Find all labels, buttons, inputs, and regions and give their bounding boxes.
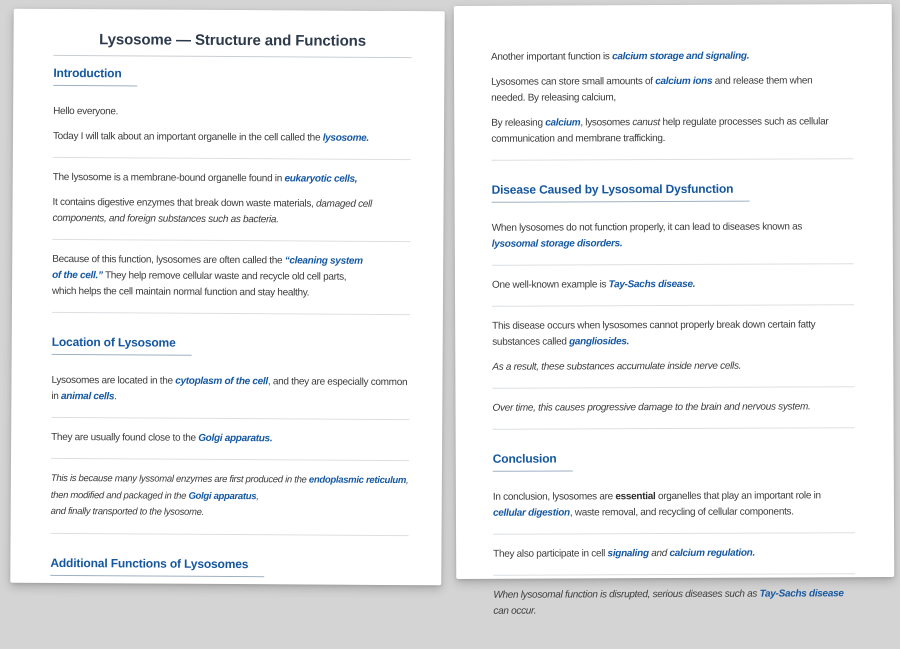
text-run: animal cells	[61, 390, 115, 403]
text-run: then modified and packaged in the	[50, 489, 189, 502]
text-run: calcium ions	[655, 75, 713, 88]
text-run: Today I will talk about an important organelle in the cell called the	[52, 130, 323, 144]
paragraph	[52, 195, 410, 229]
document-title: Lysosome — Structure and Functions	[99, 31, 367, 50]
paragraph-divider	[52, 239, 410, 242]
page-left	[10, 9, 444, 586]
page-left-blocks	[50, 56, 411, 587]
paragraph	[53, 170, 411, 188]
text-run: By releasing	[491, 117, 546, 129]
text-run: gangliosides.	[569, 336, 630, 348]
text-run: organelles that play an important role in	[655, 490, 821, 503]
section-heading: Additional Functions of Lysosomes	[50, 555, 264, 576]
text-run: They help remove cellular waste and recycle old cell parts,	[102, 270, 347, 283]
paragraph	[492, 317, 854, 351]
paragraph	[492, 219, 854, 253]
text-run: .	[114, 391, 117, 403]
text-run: cytoplasm of the cell	[175, 375, 268, 388]
text-run: , and they are especially common in	[51, 376, 408, 402]
text-run: Another important function is	[490, 51, 613, 63]
section-heading: Introduction	[53, 66, 137, 87]
text-run: can occur.	[493, 605, 537, 617]
section-heading: Conclusion	[493, 451, 573, 471]
page-right-blocks	[491, 48, 855, 620]
text-run: which helps the cell maintain normal function and stay healthy.	[51, 285, 310, 299]
paragraph-divider	[492, 263, 854, 266]
text-run: communication and membrane trafficking.	[491, 133, 666, 145]
text-run: “cleaning system	[284, 255, 363, 267]
text-run: Lysosomes are located in the	[51, 374, 176, 387]
paragraph	[492, 276, 854, 294]
text-run: calcium storage and signaling.	[612, 50, 750, 63]
text-run: This disease occurs when lysosomes cannot properly break down certain fatty substances called	[492, 319, 816, 348]
text-run: They also participate in cell	[493, 548, 608, 560]
paragraph-divider	[493, 573, 855, 576]
text-run: eukaryotic cells,	[284, 173, 358, 185]
paragraph	[492, 399, 854, 417]
text-run: When lysosomal function is disrupted, serious diseases such as	[493, 588, 760, 601]
text-run: Lysosomes can store small amounts of	[491, 76, 656, 88]
text-run: of the cell.”	[52, 269, 103, 282]
page-right	[454, 4, 894, 617]
paragraph	[491, 48, 853, 66]
text-run: ,	[256, 490, 259, 502]
paragraph	[51, 471, 427, 523]
text-run: Golgi apparatus.	[198, 432, 273, 445]
text-run: lysosomal storage disorders.	[491, 238, 623, 250]
paragraph-divider	[493, 532, 855, 535]
text-run: One well-known example is	[491, 279, 609, 291]
text-run: canust	[632, 117, 661, 129]
paragraph	[53, 129, 411, 147]
text-run: calcium	[545, 117, 581, 129]
page-right-content	[454, 4, 895, 649]
text-run: The lysosome is a membrane-bound organelle found in	[52, 171, 285, 185]
paragraph-divider	[53, 157, 411, 160]
paragraph-divider	[51, 417, 409, 420]
paragraph-divider	[492, 386, 854, 389]
text-run: Tay-Sachs disease.	[608, 278, 696, 291]
text-run: In conclusion, lysosomes are	[492, 491, 616, 503]
section-heading: Location of Lysosome	[52, 335, 192, 356]
paragraph-divider	[52, 312, 410, 315]
paragraph-divider	[492, 304, 854, 307]
text-run: When lysosomes do not function properly, it can lead to diseases known as	[491, 221, 803, 234]
paragraph	[51, 430, 409, 448]
text-run: It contains digestive enzymes that break down waste materials,	[52, 196, 317, 210]
text-run: and finally transported to the lysosome.	[50, 505, 205, 518]
text-run: essential	[615, 491, 656, 503]
text-run: endoplasmic reticulum	[308, 474, 407, 487]
text-run: Golgi apparatus	[188, 490, 257, 502]
text-run: damaged cell components, and foreign substances such as bacteria.	[52, 198, 372, 226]
text-run: As a result, these substances accumulate inside nerve cells.	[492, 360, 742, 373]
text-run: Hello everyone.	[53, 105, 119, 118]
paragraph-divider	[51, 458, 409, 461]
section-heading: Disease Caused by Lysosomal Dysfunction	[492, 182, 750, 203]
paragraph	[491, 114, 853, 148]
text-run: needed. By releasing calcium,	[491, 92, 616, 104]
paragraph	[491, 73, 853, 107]
paragraph	[52, 252, 410, 302]
paragraph	[493, 488, 855, 522]
paragraph	[493, 545, 855, 563]
text-run: , waste removal, and recycling of cellular components.	[569, 506, 794, 519]
text-run: Tay-Sachs disease	[759, 588, 844, 600]
paragraph-divider	[491, 158, 853, 161]
text-run: This is because many lyssomal enzymes are first produced in the	[50, 472, 309, 486]
paragraph	[51, 373, 409, 407]
text-run: , lysosomes	[580, 117, 633, 129]
text-run: They are usually found close to the	[51, 431, 199, 444]
text-run: and release them when	[712, 75, 813, 87]
page-left-content	[10, 9, 445, 607]
paragraph	[53, 104, 411, 122]
text-run: Over time, this causes progressive damage to the brain and nervous system.	[492, 401, 811, 414]
text-run: calcium regulation.	[669, 547, 755, 560]
text-run: cellular digestion	[492, 507, 570, 519]
paragraph-divider	[51, 532, 409, 535]
paragraph-divider	[493, 427, 855, 430]
text-run: signaling	[607, 548, 649, 560]
text-run: Because of this function, lysosomes are often called the	[52, 253, 285, 267]
paragraph	[493, 586, 855, 620]
paragraph	[492, 358, 854, 376]
text-run: help regulate processes such as cellular	[659, 116, 829, 129]
text-run: lysosome.	[322, 132, 369, 144]
text-run: ,	[406, 475, 409, 487]
text-run: and	[648, 548, 670, 560]
